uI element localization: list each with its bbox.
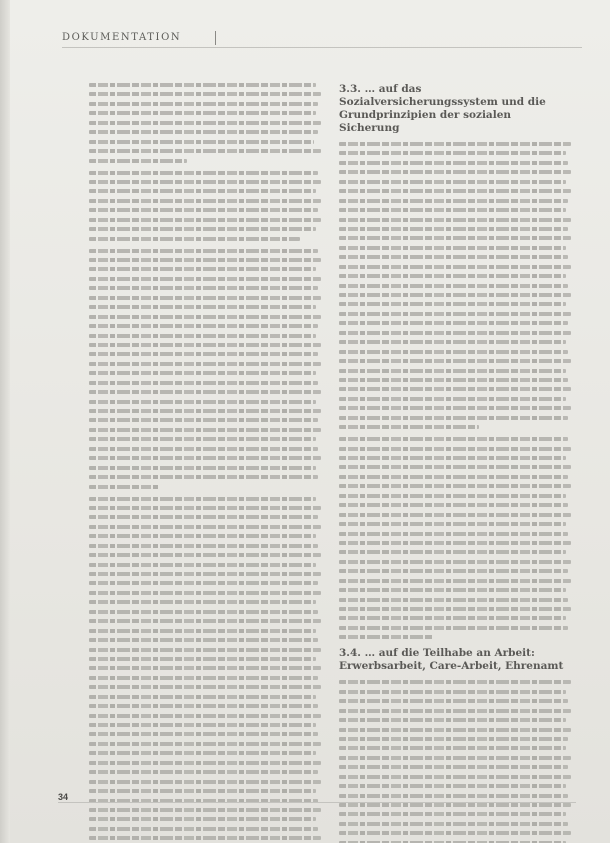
text-line — [339, 718, 566, 722]
text-line — [339, 690, 566, 694]
text-line — [339, 465, 571, 469]
text-line — [89, 437, 316, 441]
text-line — [89, 581, 318, 585]
text-line — [339, 312, 571, 316]
text-line — [339, 598, 568, 602]
text-line — [89, 485, 159, 489]
text-line — [339, 447, 571, 451]
text-line — [339, 699, 568, 703]
text-line — [89, 515, 318, 519]
text-line — [339, 522, 566, 526]
text-line — [339, 293, 571, 297]
text-line — [339, 803, 571, 807]
text-line — [89, 780, 321, 784]
text-line — [89, 789, 316, 793]
text-line — [339, 541, 571, 545]
text-line — [339, 227, 568, 231]
text-line — [339, 425, 479, 429]
text-line — [339, 812, 566, 816]
text-line — [89, 475, 318, 479]
text-line — [339, 709, 571, 713]
text-line — [89, 121, 321, 125]
text-line — [89, 267, 316, 271]
text-line — [89, 619, 321, 623]
text-line — [89, 497, 316, 501]
text-line — [339, 302, 566, 306]
text-line — [89, 149, 321, 153]
text-line — [339, 284, 568, 288]
text-line — [89, 130, 318, 134]
text-line — [339, 387, 571, 391]
text-line — [89, 315, 321, 319]
text-line — [339, 737, 568, 741]
text-line — [89, 685, 321, 689]
text-line — [339, 579, 571, 583]
text-line — [339, 378, 568, 382]
text-line — [89, 334, 316, 338]
text-line — [89, 199, 321, 203]
text-line — [339, 588, 566, 592]
text-line — [339, 616, 566, 620]
text-line — [89, 286, 318, 290]
text-line — [89, 770, 318, 774]
text-line — [339, 321, 568, 325]
text-line — [89, 525, 321, 529]
text-line — [339, 794, 568, 798]
text-line — [89, 305, 316, 309]
text-line — [339, 532, 568, 536]
text-line — [89, 742, 321, 746]
text-line — [89, 418, 318, 422]
text-block-4 — [89, 497, 323, 843]
text-line — [339, 607, 571, 611]
text-block-2 — [89, 171, 323, 241]
text-line — [89, 400, 316, 404]
text-line — [89, 171, 318, 175]
text-block-1 — [89, 83, 323, 163]
text-line — [339, 397, 566, 401]
text-line — [89, 836, 321, 840]
text-line — [339, 494, 566, 498]
text-line — [89, 506, 321, 510]
text-line — [89, 666, 321, 670]
text-line — [339, 340, 566, 344]
text-line — [89, 676, 318, 680]
text-line — [89, 102, 318, 106]
text-line — [339, 475, 568, 479]
footer-rule — [58, 802, 576, 803]
text-line — [339, 746, 566, 750]
text-line — [89, 140, 314, 144]
page-header — [62, 30, 582, 48]
text-line — [339, 831, 571, 835]
text-line — [339, 765, 568, 769]
text-line — [89, 600, 316, 604]
text-line — [89, 258, 321, 262]
text-line — [89, 227, 316, 231]
left-column — [89, 83, 323, 843]
text-line — [339, 484, 571, 488]
text-line — [89, 827, 318, 831]
text-line — [89, 808, 321, 812]
text-line — [339, 503, 568, 507]
text-block-6 — [339, 437, 573, 639]
text-line — [89, 591, 321, 595]
text-line — [89, 723, 316, 727]
text-line — [89, 428, 321, 432]
text-line — [339, 350, 568, 354]
text-line — [89, 456, 321, 460]
text-line — [339, 416, 568, 420]
text-line — [89, 553, 321, 557]
text-line — [339, 550, 566, 554]
text-line — [339, 331, 571, 335]
text-line — [89, 563, 316, 567]
text-line — [339, 199, 568, 203]
text-line — [339, 513, 571, 517]
text-line — [339, 246, 566, 250]
text-line — [89, 362, 321, 366]
text-line — [89, 648, 321, 652]
text-line — [339, 180, 566, 184]
right-column — [339, 83, 573, 843]
text-line — [339, 151, 566, 155]
text-line — [339, 456, 566, 460]
text-line — [339, 560, 571, 564]
text-line — [339, 265, 571, 269]
text-line — [89, 751, 316, 755]
text-line — [339, 569, 568, 573]
text-line — [89, 237, 300, 241]
text-line — [89, 572, 321, 576]
text-line — [89, 704, 318, 708]
text-line — [89, 544, 318, 548]
text-line — [339, 635, 433, 639]
text-line — [339, 756, 571, 760]
text-line — [339, 161, 568, 165]
text-block-7 — [339, 680, 573, 843]
text-line — [339, 142, 571, 146]
text-line — [89, 159, 187, 163]
text-line — [339, 775, 571, 779]
text-line — [89, 761, 321, 765]
text-line — [89, 111, 316, 115]
text-line — [89, 638, 318, 642]
section-heading: 3.3. … auf das Sozialversicherungssystem und die Grundprinzipien der sozialen Sicherung — [339, 83, 546, 134]
text-line — [89, 296, 321, 300]
text-line — [89, 180, 321, 184]
section-heading: 3.4. … auf die Teilhabe an Arbeit: Erwerbsarbeit, Care-Arbeit, Ehrenamt — [339, 647, 564, 673]
text-line — [339, 680, 571, 684]
text-line — [89, 189, 316, 193]
text-line — [339, 784, 566, 788]
text-line — [89, 343, 321, 347]
text-line — [89, 371, 316, 375]
text-line — [339, 359, 571, 363]
text-line — [89, 409, 321, 413]
header-kicker: DOKUMENTATION — [62, 32, 182, 43]
text-line — [339, 437, 568, 441]
text-line — [89, 390, 321, 394]
text-line — [339, 208, 566, 212]
text-line — [339, 406, 571, 410]
text-line — [89, 277, 321, 281]
text-line — [89, 629, 316, 633]
text-line — [89, 466, 316, 470]
scan-edge-shadow — [0, 0, 10, 843]
text-line — [339, 728, 571, 732]
text-line — [89, 610, 318, 614]
text-line — [339, 236, 571, 240]
text-line — [89, 714, 321, 718]
text-line — [339, 218, 571, 222]
header-divider — [215, 31, 216, 45]
text-line — [89, 732, 318, 736]
text-line — [339, 170, 571, 174]
text-line — [339, 255, 568, 259]
text-line — [89, 817, 316, 821]
header-rule — [62, 47, 582, 48]
text-block-5 — [339, 142, 573, 429]
text-line — [89, 83, 316, 87]
text-line — [339, 274, 566, 278]
page-number: 34 — [58, 792, 69, 802]
text-line — [89, 534, 316, 538]
text-line — [89, 208, 318, 212]
text-line — [89, 657, 316, 661]
text-line — [339, 369, 566, 373]
text-line — [89, 695, 316, 699]
text-line — [89, 447, 318, 451]
text-line — [89, 381, 318, 385]
text-line — [339, 822, 568, 826]
text-line — [89, 92, 321, 96]
text-line — [89, 324, 318, 328]
text-line — [89, 352, 318, 356]
text-line — [89, 249, 318, 253]
text-block-3 — [89, 249, 323, 489]
text-line — [89, 218, 321, 222]
text-line — [339, 626, 568, 630]
text-line — [339, 189, 571, 193]
